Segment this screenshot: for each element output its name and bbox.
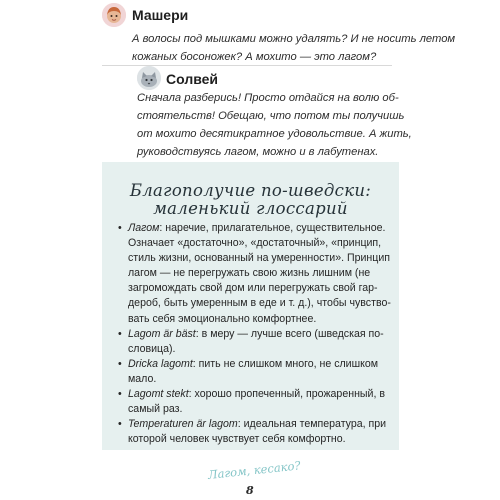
glossary-item-temperaturen (118, 417, 388, 447)
glossary-text: : в меру — лучше всего (шведская по- (195, 327, 384, 340)
cat-avatar-icon (137, 66, 161, 90)
glossary-line: стиль жизни, основанный на умеренности». Принцип (128, 252, 390, 265)
glossary-box (102, 162, 399, 450)
glossary-term: Лагом (128, 222, 160, 234)
glossary-text: : идеальная температура, при (237, 418, 387, 431)
glossary-text: : пить не слишком много, не слишком (192, 357, 379, 370)
author-name-masheri: Машери (132, 7, 189, 23)
glossary-line: вать себя эмоционально комфортнее. (128, 312, 317, 325)
message-line: кожаных босоножек? А мохито — это лагом? (132, 51, 377, 63)
glossary-line (128, 221, 388, 236)
page-number: 8 (246, 484, 254, 497)
glossary-line: загромождать свой дом или перегружать свой гар- (128, 282, 378, 295)
glossary-title-line2: маленький глоссарий (153, 199, 348, 218)
glossary-item-lagom (118, 221, 391, 327)
author-name-solvey: Солвей (166, 71, 219, 87)
glossary-line (128, 417, 388, 432)
girl-avatar-icon (102, 3, 126, 27)
glossary-line: Означает «достаточно», «достаточный», «принцип, (128, 237, 382, 250)
glossary-term: Lagom är bäst (128, 327, 196, 340)
glossary-term: Temperaturen är lagom (128, 418, 238, 431)
glossary-term: Dricka lagomt (128, 357, 193, 370)
glossary-item-lagomt-stekt (118, 387, 388, 417)
glossary-line (128, 387, 388, 402)
glossary-title-line1: Благополучие по-шведски: (129, 181, 372, 200)
glossary-line: которой человек чувствует себя комфортно. (128, 433, 346, 446)
message-line: А волосы под мышками можно удалять? И не носить летом (132, 33, 456, 45)
message-solvey (137, 89, 412, 161)
glossary-term: Lagomt stekt (128, 388, 189, 401)
glossary-line: лагом — не перегружать свою жизнь лишним (не (128, 267, 371, 280)
message-line: стоятельств! Обещаю, что потом ты получишь (137, 110, 405, 122)
message-line: руководствуясь лагом, можно и в лабутенах. (137, 146, 379, 158)
message-line: от мохито десятикратное удовольствие. А жить, (137, 128, 412, 140)
glossary-line: самый раз. (128, 403, 183, 416)
glossary-text: : наречие, прилагательное, существительное. (159, 222, 386, 234)
glossary-line (128, 357, 388, 372)
glossary-list (118, 221, 391, 447)
message-masheri (132, 30, 455, 66)
message-line: Сначала разберись! Просто отдайся на волю об- (137, 92, 399, 104)
glossary-item-lagom-ar-bast (118, 327, 388, 357)
glossary-text: : хорошо пропеченный, прожаренный, в (188, 388, 385, 401)
glossary-line: дероб, быть умеренным в еде и т. д.), чтобы чувство- (128, 297, 391, 310)
running-title: Лагом, кесако? (207, 458, 302, 482)
glossary-line: словица). (128, 342, 176, 355)
glossary-line (128, 327, 388, 342)
glossary-line: мало. (128, 372, 157, 385)
glossary-item-dricka-lagomt (118, 357, 388, 387)
